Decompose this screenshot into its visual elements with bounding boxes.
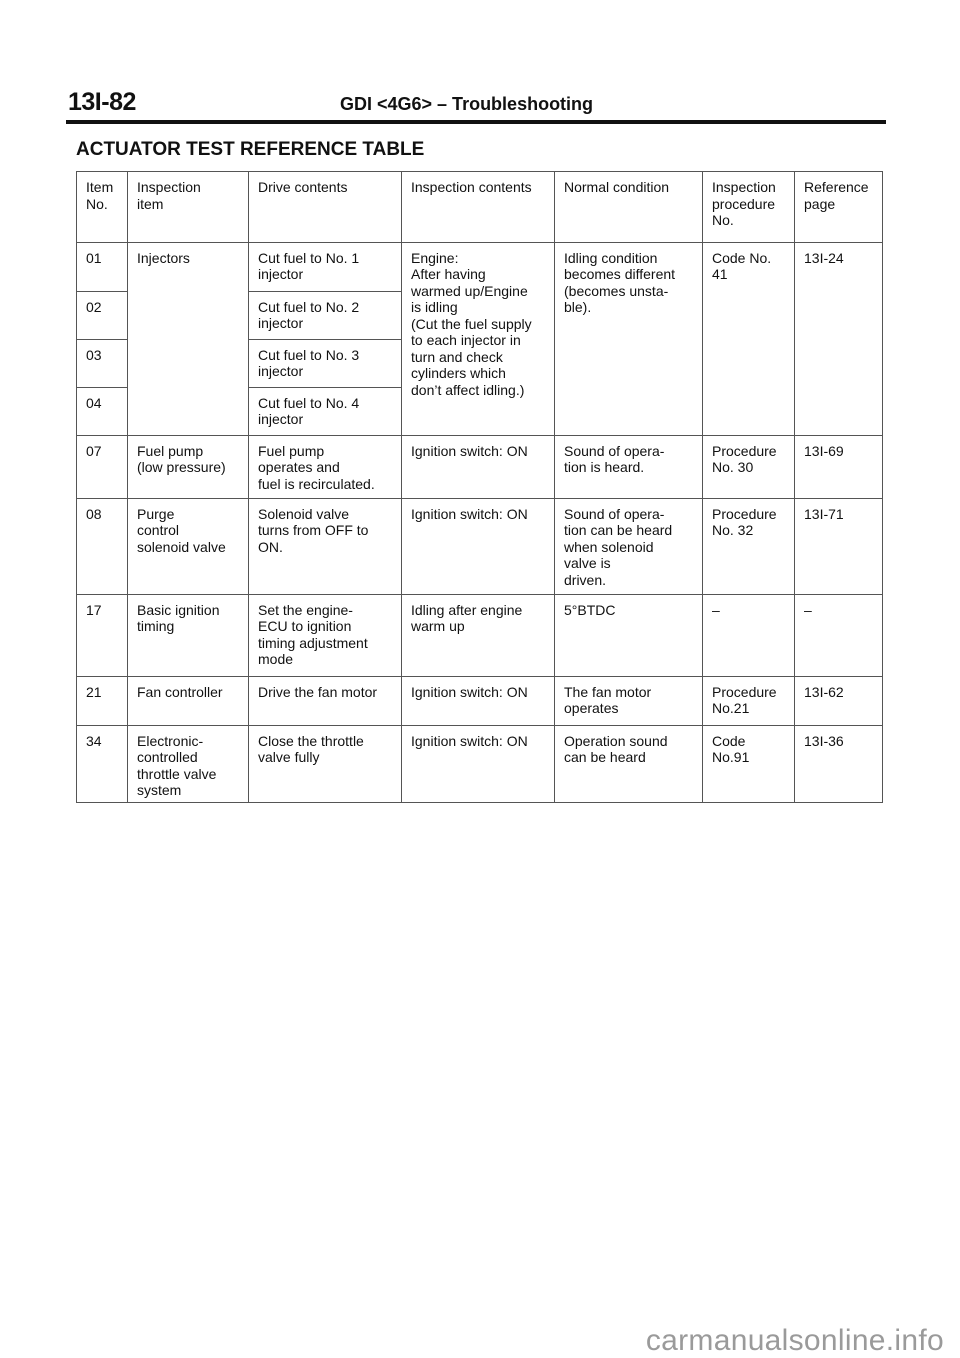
cell-drive-contents: Solenoid valve turns from OFF to ON. [249,498,402,594]
footer-watermark: carmanualsonline.info [645,1324,944,1357]
header-inspection-contents: Inspection contents [402,172,555,243]
cell-item-no: 21 [77,676,128,725]
cell-inspection-contents: Idling after engine warm up [402,594,555,676]
cell-inspection-item: Basic ignition timing [128,594,249,676]
cell-inspection-item: Injectors [128,242,249,435]
cell-procedure: Procedure No. 32 [703,498,795,594]
cell-reference-page: 13I-62 [795,676,883,725]
header-normal-condition: Normal condition [555,172,703,243]
cell-item-no: 01 [77,242,128,291]
cell-drive-contents: Cut fuel to No. 1 injector [249,242,402,291]
cell-inspection-contents: Engine: After having warmed up/Engine is idling (Cut the fuel supply to each injector in turn and check cylinders which don’t affect idling.) [402,242,555,435]
cell-inspection-item: Purge control solenoid valve [128,498,249,594]
cell-normal-condition: Sound of opera- tion is heard. [555,435,703,498]
cell-normal-condition: Sound of opera- tion can be heard when solenoid valve is driven. [555,498,703,594]
cell-drive-contents: Cut fuel to No. 3 injector [249,339,402,387]
cell-reference-page: 13I-24 [795,242,883,435]
cell-item-no: 07 [77,435,128,498]
header-item-no: Item No. [77,172,128,243]
cell-reference-page: 13I-69 [795,435,883,498]
page-number: 13I-82 [68,88,136,116]
cell-item-no: 03 [77,339,128,387]
cell-procedure: Procedure No. 30 [703,435,795,498]
table-row [77,242,883,291]
header-rule [66,120,886,124]
cell-drive-contents: Cut fuel to No. 2 injector [249,291,402,339]
cell-inspection-contents: Ignition switch: ON [402,676,555,725]
header-inspection-procedure: Inspection procedure No. [703,172,795,243]
cell-procedure: Code No. 41 [703,242,795,435]
table-row [77,498,883,594]
cell-inspection-contents: Ignition switch: ON [402,498,555,594]
cell-item-no: 04 [77,387,128,435]
actuator-test-table [76,171,883,803]
cell-item-no: 08 [77,498,128,594]
cell-drive-contents: Drive the fan motor [249,676,402,725]
page-header-title: GDI <4G6> – Troubleshooting [340,94,594,114]
cell-normal-condition: 5°BTDC [555,594,703,676]
table-row [77,676,883,725]
cell-inspection-contents: Ignition switch: ON [402,435,555,498]
header-inspection-item: Inspection item [128,172,249,243]
table-header-row [77,172,883,243]
cell-normal-condition: The fan motor operates [555,676,703,725]
cell-reference-page: 13I-71 [795,498,883,594]
cell-drive-contents: Close the throttle valve fully [249,725,402,802]
table-row [77,435,883,498]
cell-drive-contents: Cut fuel to No. 4 injector [249,387,402,435]
cell-normal-condition: Operation sound can be heard [555,725,703,802]
section-title: ACTUATOR TEST REFERENCE TABLE [76,139,425,160]
cell-drive-contents: Fuel pump operates and fuel is recirculated. [249,435,402,498]
cell-item-no: 34 [77,725,128,802]
cell-reference-page: – [795,594,883,676]
cell-inspection-item: Electronic- controlled throttle valve system [128,725,249,802]
cell-procedure: Procedure No.21 [703,676,795,725]
cell-item-no: 02 [77,291,128,339]
cell-inspection-contents: Ignition switch: ON [402,725,555,802]
cell-procedure: Code No.91 [703,725,795,802]
table-row [77,594,883,676]
cell-inspection-item: Fuel pump (low pressure) [128,435,249,498]
header-drive-contents: Drive contents [249,172,402,243]
cell-normal-condition: Idling condition becomes different (becomes unsta- ble). [555,242,703,435]
cell-drive-contents: Set the engine- ECU to ignition timing adjustment mode [249,594,402,676]
header-reference-page: Reference page [795,172,883,243]
cell-reference-page: 13I-36 [795,725,883,802]
cell-procedure: – [703,594,795,676]
cell-item-no: 17 [77,594,128,676]
cell-inspection-item: Fan controller [128,676,249,725]
table-row [77,725,883,802]
